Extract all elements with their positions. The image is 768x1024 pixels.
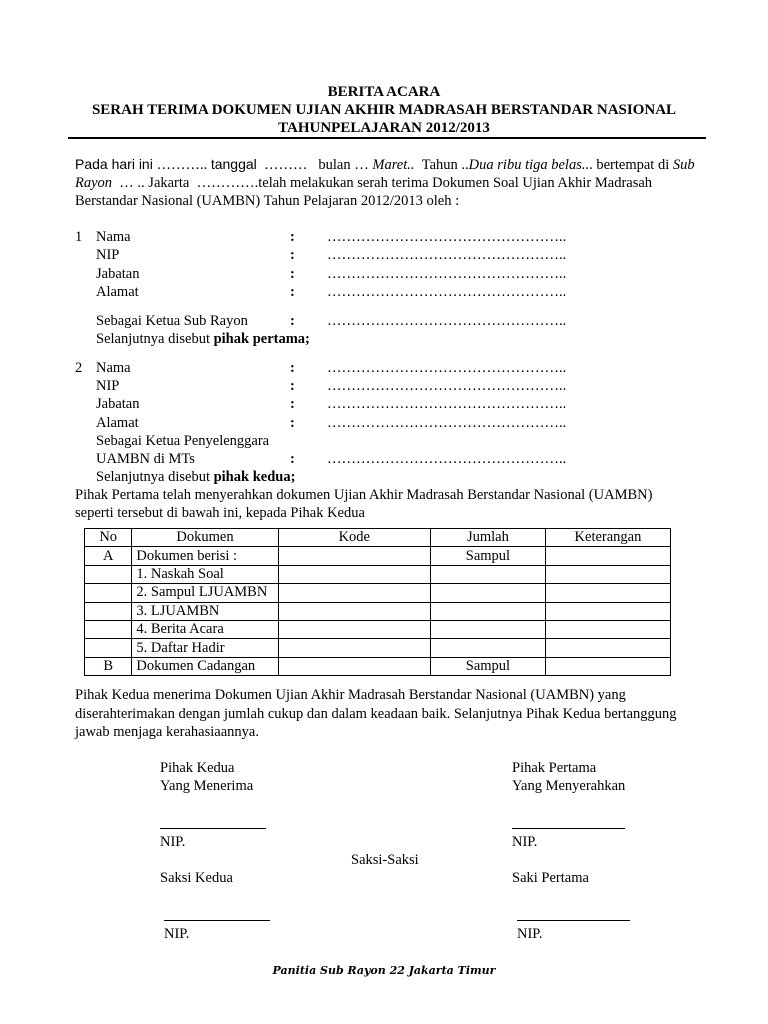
saksi-right-title: Saki Pertama bbox=[512, 870, 589, 886]
party2-role-label-1: Sebagai Ketua Penyelenggara bbox=[96, 433, 270, 449]
table-cell: Dokumen berisi : bbox=[132, 547, 278, 565]
intro-jakarta: Jakarta bbox=[148, 175, 190, 191]
intro-month-value: Maret.. bbox=[372, 157, 415, 173]
table-cell bbox=[85, 565, 132, 583]
header-rule bbox=[68, 137, 706, 139]
sign-right-title: Pihak Pertama bbox=[512, 760, 597, 776]
sign-right-nip: NIP. bbox=[512, 834, 538, 850]
table-cell[interactable] bbox=[278, 547, 430, 565]
colon: : bbox=[290, 229, 295, 245]
party1-called bbox=[96, 331, 310, 348]
party2-label-alamat: Alamat bbox=[96, 415, 139, 431]
saksi-left-title: Saksi Kedua bbox=[160, 870, 233, 886]
table-cell[interactable] bbox=[545, 620, 670, 638]
table-cell[interactable] bbox=[278, 639, 430, 657]
party2-called-prefix: Selanjutnya disebut bbox=[96, 469, 214, 485]
intro-pada-hari: Pada hari ini bbox=[75, 156, 153, 172]
table-cell[interactable] bbox=[545, 602, 670, 620]
sign-right-sub: Yang Menyerahkan bbox=[512, 778, 626, 794]
party2-role-label-2: UAMBN di MTs bbox=[96, 451, 195, 467]
table-cell[interactable] bbox=[545, 547, 670, 565]
table-cell: B bbox=[85, 657, 132, 675]
party1-label-nama: Nama bbox=[96, 229, 131, 245]
colon: : bbox=[290, 313, 295, 329]
table-cell: 5. Daftar Hadir bbox=[132, 639, 278, 657]
party1-called-bold: pihak pertama; bbox=[213, 331, 310, 347]
table-cell[interactable] bbox=[430, 602, 545, 620]
saksi-left-line[interactable] bbox=[164, 920, 270, 921]
sign-left-line[interactable] bbox=[160, 828, 266, 829]
document-table bbox=[84, 528, 671, 676]
table-row bbox=[85, 602, 671, 620]
closing-line-1: Pihak Kedua menerima Dokumen Ujian Akhir Madrasah Berstandar Nasional (UAMBN) yang bbox=[75, 687, 626, 703]
sign-left-sub: Yang Menerima bbox=[160, 778, 254, 794]
table-row bbox=[85, 639, 671, 657]
table-cell[interactable] bbox=[545, 584, 670, 602]
table-header-row bbox=[85, 529, 671, 547]
party1-nip-field[interactable]: ………………………………………….. bbox=[327, 247, 567, 263]
table-cell[interactable] bbox=[278, 602, 430, 620]
intro-bulan: bulan bbox=[318, 157, 351, 173]
intro-tanggal: tanggal bbox=[210, 156, 257, 172]
table-cell[interactable] bbox=[545, 657, 670, 675]
party1-label-alamat: Alamat bbox=[96, 284, 139, 300]
col-header-jumlah: Jumlah bbox=[430, 529, 545, 547]
intro-tahun: Tahun .. bbox=[421, 157, 469, 173]
intro-dots-rayon: … .. bbox=[119, 175, 145, 191]
doc-title: BERITA ACARA bbox=[327, 84, 441, 100]
colon: : bbox=[290, 396, 295, 412]
col-header-no: No bbox=[85, 529, 132, 547]
handover-line-1: Pihak Pertama telah menyerahkan dokumen Ujian Akhir Madrasah Berstandar Nasional (UAMBN) bbox=[75, 487, 653, 503]
colon: : bbox=[290, 284, 295, 300]
colon: : bbox=[290, 247, 295, 263]
table-cell[interactable] bbox=[430, 620, 545, 638]
saksi-right-nip: NIP. bbox=[517, 926, 543, 942]
intro-bertempat: bertempat di bbox=[596, 157, 670, 173]
intro-dots-day: ……….. bbox=[156, 157, 208, 173]
colon: : bbox=[290, 266, 295, 282]
table-cell: 4. Berita Acara bbox=[132, 620, 278, 638]
party2-label-jabatan: Jabatan bbox=[96, 396, 140, 412]
party1-label-nip: NIP bbox=[96, 247, 120, 263]
intro-line-3: Berstandar Nasional (UAMBN) Tahun Pelajaran 2012/2013 oleh : bbox=[75, 193, 460, 209]
sign-left-nip: NIP. bbox=[160, 834, 186, 850]
intro-line-2 bbox=[75, 175, 652, 192]
party2-role-field[interactable]: ………………………………………….. bbox=[327, 451, 567, 467]
intro-rayon: Rayon bbox=[75, 175, 113, 191]
party2-nama-field[interactable]: ………………………………………….. bbox=[327, 360, 567, 376]
col-header-keterangan: Keterangan bbox=[545, 529, 670, 547]
table-cell[interactable] bbox=[545, 565, 670, 583]
table-cell[interactable] bbox=[430, 584, 545, 602]
table-cell[interactable] bbox=[430, 565, 545, 583]
table-row bbox=[85, 620, 671, 638]
intro-line-1: Pada hari ini ……….. tanggal ……… bulan … Maret.. Tahun ..Dua ribu tiga belas... bertempat di Sub bbox=[75, 156, 695, 173]
sign-right-line[interactable] bbox=[512, 828, 625, 829]
intro-dots-date: ……… bbox=[264, 157, 308, 173]
colon: : bbox=[290, 360, 295, 376]
intro-line-2-rest: telah melakukan serah terima Dokumen Soal Ujian Akhir Madrasah bbox=[258, 175, 653, 191]
table-row bbox=[85, 657, 671, 675]
party2-jabatan-field[interactable]: ………………………………………….. bbox=[327, 396, 567, 412]
sign-left-title: Pihak Kedua bbox=[160, 760, 235, 776]
table-cell: A bbox=[85, 547, 132, 565]
closing-line-2: diserahterimakan dengan jumlah cukup dan dalam keadaan baik. Selanjutnya Pihak Kedua bertanggung bbox=[75, 706, 677, 722]
table-cell: 3. LJUAMBN bbox=[132, 602, 278, 620]
doc-subtitle: SERAH TERIMA DOKUMEN UJIAN AKHIR MADRASAH BERSTANDAR NASIONAL bbox=[91, 102, 677, 118]
party1-called-prefix: Selanjutnya disebut bbox=[96, 331, 214, 347]
party2-label-nip: NIP bbox=[96, 378, 120, 394]
intro-dots-month: … bbox=[354, 157, 369, 173]
party2-called bbox=[96, 469, 295, 486]
table-cell bbox=[85, 620, 132, 638]
colon: : bbox=[290, 378, 295, 394]
handover-line-2: seperti tersebut di bawah ini, kepada Pihak Kedua bbox=[75, 505, 365, 521]
table-cell[interactable] bbox=[545, 639, 670, 657]
party1-jabatan-field[interactable]: ………………………………………….. bbox=[327, 266, 567, 282]
table-cell: 2. Sampul LJUAMBN bbox=[132, 584, 278, 602]
doc-year: TAHUNPELAJARAN 2012/2013 bbox=[278, 120, 490, 136]
colon: : bbox=[290, 415, 295, 431]
party2-number: 2 bbox=[75, 360, 83, 376]
table-row bbox=[85, 565, 671, 583]
party1-role-label: Sebagai Ketua Sub Rayon bbox=[96, 313, 248, 329]
table-cell[interactable] bbox=[278, 620, 430, 638]
party1-nama-field[interactable]: ………………………………………….. bbox=[327, 229, 567, 245]
table-cell: Dokumen Cadangan bbox=[132, 657, 278, 675]
table-cell: Sampul bbox=[430, 547, 545, 565]
table-cell bbox=[85, 639, 132, 657]
closing-line-3: jawab menjaga kerahasiaannya. bbox=[75, 724, 259, 740]
saksi-right-line[interactable] bbox=[517, 920, 630, 921]
table-row bbox=[85, 584, 671, 602]
table-cell[interactable] bbox=[278, 584, 430, 602]
party2-called-bold: pihak kedua; bbox=[213, 469, 296, 485]
party2-label-nama: Nama bbox=[96, 360, 131, 376]
table-cell[interactable] bbox=[278, 657, 430, 675]
party1-label-jabatan: Jabatan bbox=[96, 266, 140, 282]
table-cell: 1. Naskah Soal bbox=[132, 565, 278, 583]
table-cell[interactable] bbox=[278, 565, 430, 583]
intro-dots-place: …………. bbox=[196, 175, 259, 191]
col-header-kode: Kode bbox=[278, 529, 430, 547]
party1-alamat-field[interactable]: ………………………………………….. bbox=[327, 284, 567, 300]
colon: : bbox=[290, 451, 295, 467]
table-cell bbox=[85, 602, 132, 620]
table-cell bbox=[85, 584, 132, 602]
table-row bbox=[85, 547, 671, 565]
col-header-dokumen: Dokumen bbox=[132, 529, 278, 547]
party2-alamat-field[interactable]: ………………………………………….. bbox=[327, 415, 567, 431]
party2-nip-field[interactable]: ………………………………………….. bbox=[327, 378, 567, 394]
party1-role-field[interactable]: ………………………………………….. bbox=[327, 313, 567, 329]
saksi-left-nip: NIP. bbox=[164, 926, 190, 942]
saksi-heading: Saksi-Saksi bbox=[351, 852, 419, 868]
intro-year-value: Dua ribu tiga belas.. bbox=[468, 157, 590, 173]
table-cell: Sampul bbox=[430, 657, 545, 675]
party1-number: 1 bbox=[75, 229, 83, 245]
table-cell[interactable] bbox=[430, 639, 545, 657]
footer-text: Panitia Sub Rayon 22 Jakarta Timur bbox=[272, 964, 496, 977]
intro-sub: Sub bbox=[672, 157, 695, 173]
